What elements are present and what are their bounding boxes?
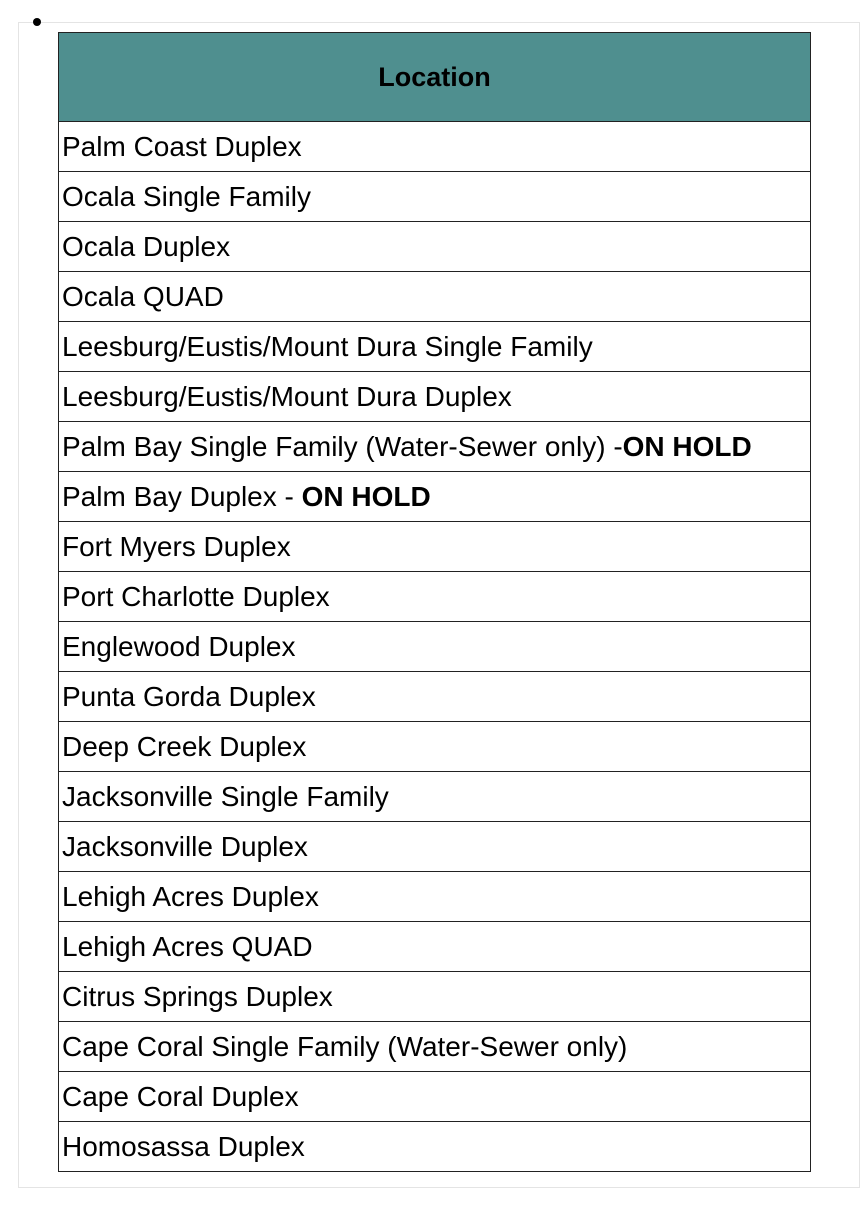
location-cell bbox=[59, 972, 811, 1022]
location-text: Citrus Springs Duplex bbox=[62, 980, 333, 1012]
location-cell bbox=[59, 922, 811, 972]
location-text: Lehigh Acres QUAD bbox=[62, 930, 313, 962]
location-text: Deep Creek Duplex bbox=[62, 730, 307, 762]
table-row bbox=[59, 622, 811, 672]
location-text: Lehigh Acres Duplex bbox=[62, 880, 319, 912]
table-row bbox=[59, 1072, 811, 1122]
table-row bbox=[59, 322, 811, 372]
location-cell bbox=[59, 1022, 811, 1072]
location-cell bbox=[59, 872, 811, 922]
table-row bbox=[59, 1122, 811, 1172]
location-cell bbox=[59, 522, 811, 572]
table-row bbox=[59, 372, 811, 422]
location-text: Leesburg/Eustis/Mount Dura Single Family bbox=[62, 330, 593, 362]
table-row bbox=[59, 222, 811, 272]
location-cell bbox=[59, 822, 811, 872]
location-cell bbox=[59, 772, 811, 822]
location-text: Ocala Single Family bbox=[62, 180, 311, 212]
table-header-row bbox=[59, 33, 811, 122]
status-on-hold: ON HOLD bbox=[622, 430, 752, 462]
location-cell bbox=[59, 372, 811, 422]
table-row bbox=[59, 822, 811, 872]
location-text: Palm Bay Duplex - bbox=[62, 480, 302, 512]
location-cell bbox=[59, 122, 811, 172]
location-cell bbox=[59, 472, 811, 522]
table-body bbox=[59, 122, 811, 1172]
location-text: Cape Coral Duplex bbox=[62, 1080, 299, 1112]
location-text: Cape Coral Single Family (Water-Sewer only) bbox=[62, 1030, 628, 1062]
table-row bbox=[59, 922, 811, 972]
table-row bbox=[59, 422, 811, 472]
location-cell bbox=[59, 572, 811, 622]
table-row bbox=[59, 772, 811, 822]
bullet-icon bbox=[33, 18, 41, 26]
location-text: Palm Bay Single Family (Water-Sewer only) - bbox=[62, 430, 623, 462]
table-row bbox=[59, 522, 811, 572]
location-table bbox=[58, 32, 811, 1172]
table-row bbox=[59, 972, 811, 1022]
table-row bbox=[59, 1022, 811, 1072]
location-cell bbox=[59, 1122, 811, 1172]
table-row bbox=[59, 722, 811, 772]
location-text: Englewood Duplex bbox=[62, 630, 296, 662]
location-cell bbox=[59, 422, 811, 472]
table-row bbox=[59, 872, 811, 922]
location-cell bbox=[59, 272, 811, 322]
location-text: Ocala QUAD bbox=[62, 280, 224, 312]
table-row bbox=[59, 472, 811, 522]
location-cell bbox=[59, 322, 811, 372]
location-cell bbox=[59, 672, 811, 722]
location-header: Location bbox=[59, 33, 811, 122]
location-text: Punta Gorda Duplex bbox=[62, 680, 316, 712]
location-text: Homosassa Duplex bbox=[62, 1130, 305, 1162]
location-cell bbox=[59, 1072, 811, 1122]
location-cell bbox=[59, 622, 811, 672]
table-row bbox=[59, 572, 811, 622]
table-row bbox=[59, 122, 811, 172]
location-cell bbox=[59, 222, 811, 272]
location-text: Palm Coast Duplex bbox=[62, 130, 302, 162]
table-row bbox=[59, 672, 811, 722]
location-text: Jacksonville Duplex bbox=[62, 830, 308, 862]
location-text: Port Charlotte Duplex bbox=[62, 580, 330, 612]
location-text: Jacksonville Single Family bbox=[62, 780, 389, 812]
location-cell bbox=[59, 172, 811, 222]
status-on-hold: ON HOLD bbox=[301, 480, 431, 512]
location-cell bbox=[59, 722, 811, 772]
location-text: Ocala Duplex bbox=[62, 230, 231, 262]
table-row bbox=[59, 272, 811, 322]
table-row bbox=[59, 172, 811, 222]
location-text: Leesburg/Eustis/Mount Dura Duplex bbox=[62, 380, 512, 412]
location-text: Fort Myers Duplex bbox=[62, 530, 291, 562]
